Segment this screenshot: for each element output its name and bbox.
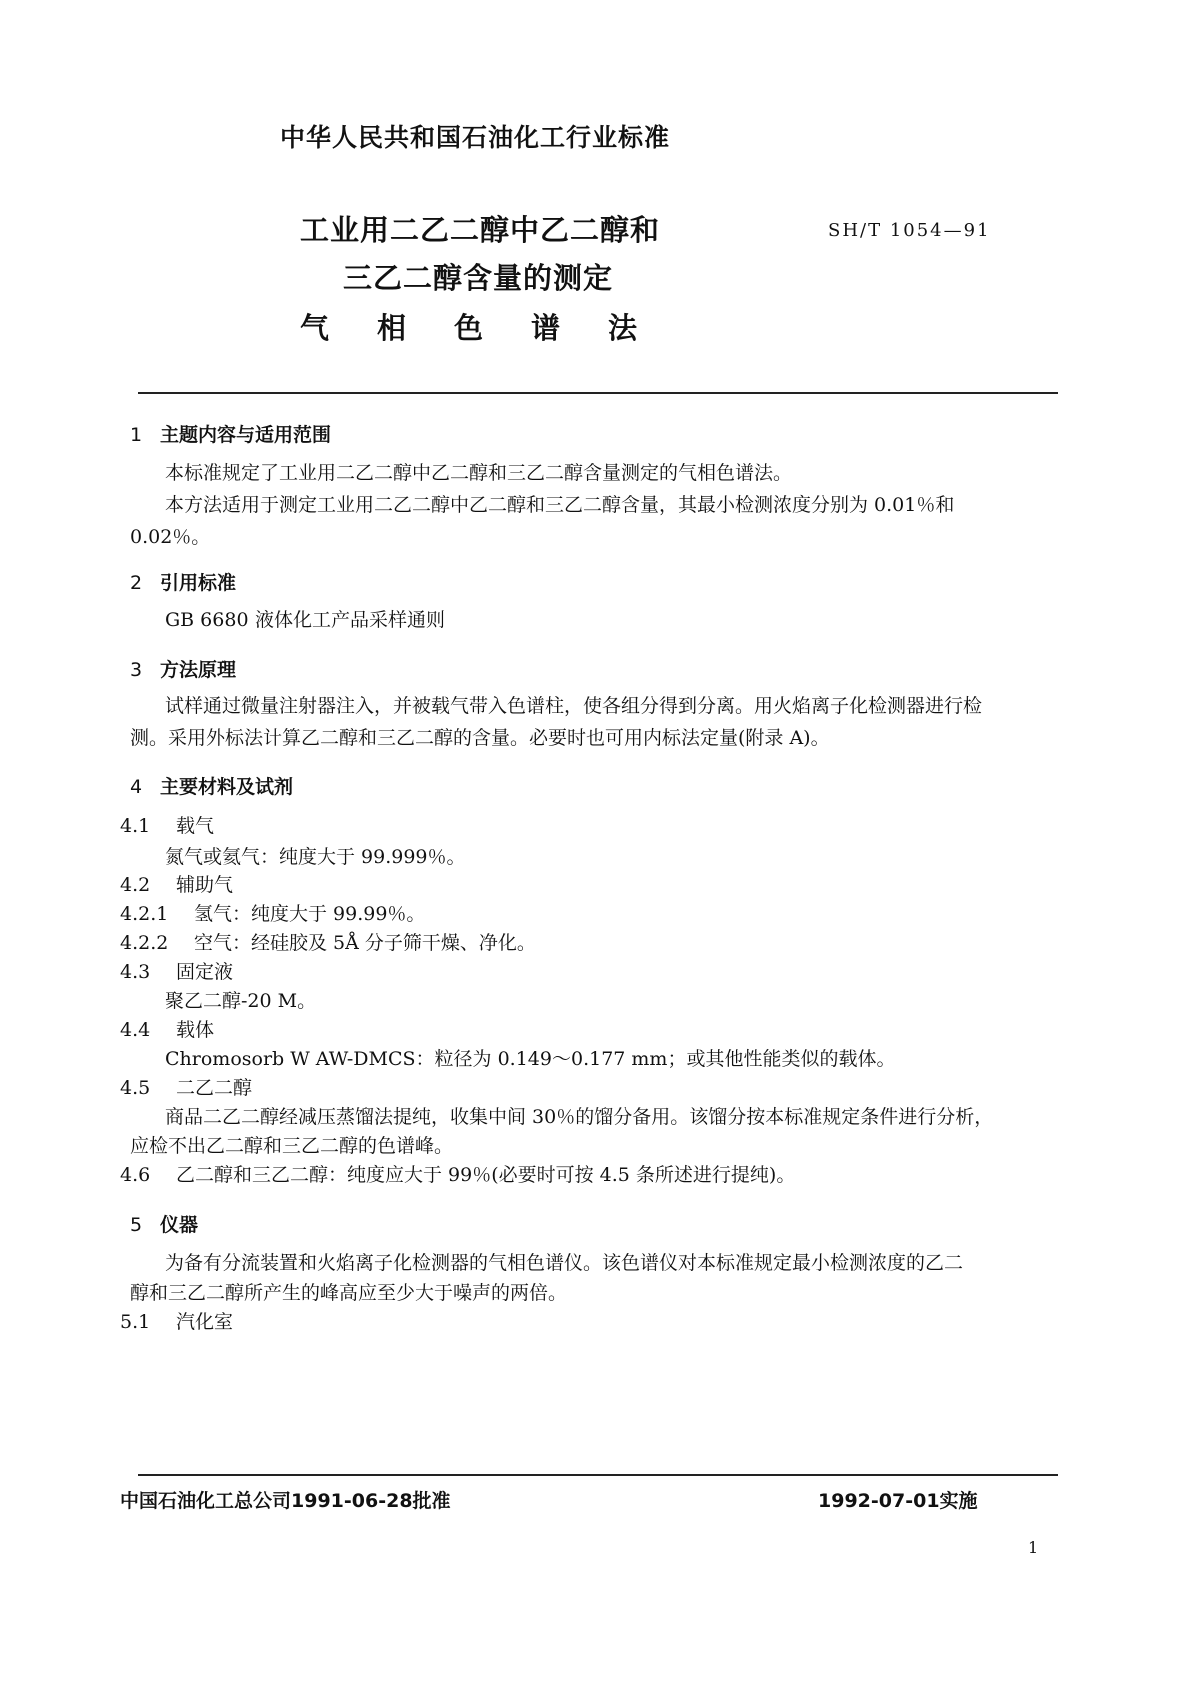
s1-paragraph-1: 本标准规定了工业用二乙二醇中乙二醇和三乙二醇含量测定的气相色谱法。 (165, 462, 793, 484)
section-3-heading (130, 655, 236, 682)
item-number: 4.2 (120, 874, 151, 896)
item-5-1 (120, 1313, 233, 1332)
section-title: 主题内容与适用范围 (160, 424, 332, 446)
s5-paragraph-line-2: 醇和三乙二醇所产生的峰高应至少大于噪声的两倍。 (130, 1282, 568, 1304)
page-number: 1 (1028, 1538, 1039, 1557)
section-number: 1 (130, 424, 143, 446)
item-number: 4.5 (120, 1077, 151, 1099)
item-text: 乙二醇和三乙二醇：纯度应大于 99％(必要时可按 4.5 条所述进行提纯)。 (176, 1164, 796, 1186)
reference-standard (165, 611, 445, 630)
item-number: 4.6 (120, 1164, 151, 1186)
title-line-3: 气相色谱法 (300, 311, 686, 345)
item-4-4-text: Chromosorb W AW-DMCS：粒径为 0.149～0.177 mm；或其他性能类似的载体。 (165, 1048, 896, 1070)
reference-code: GB 6680 (165, 609, 249, 631)
footer-divider (138, 1474, 1058, 1476)
item-number: 4.1 (120, 815, 151, 837)
item-4-3-text: 聚乙二醇-20 M。 (165, 990, 317, 1012)
item-title: 汽化室 (176, 1311, 234, 1333)
item-4-2-1 (120, 905, 425, 924)
item-4-1-text: 氮气或氦气：纯度大于 99.999％。 (165, 846, 466, 868)
section-4-heading (130, 772, 293, 799)
item-4-5-text-line-1: 商品二乙二醇经减压蒸馏法提纯，收集中间 30％的馏分备用。该馏分按本标准规定条件进行分析， (165, 1106, 994, 1128)
item-title: 二乙二醇 (176, 1077, 253, 1099)
section-title: 引用标准 (160, 572, 237, 594)
item-title: 载气 (176, 815, 215, 837)
effective-date: 1992-07-01实施 (818, 1490, 978, 1512)
issuing-authority: 中华人民共和国石油化工行业标准 (280, 123, 671, 152)
item-4-2-2 (120, 934, 536, 953)
item-4-5 (120, 1079, 252, 1098)
s1-paragraph-2-line-1: 本方法适用于测定工业用二乙二醇中乙二醇和三乙二醇含量，其最小检测浓度分别为 0.01％和 (165, 494, 955, 516)
header-divider (138, 392, 1058, 394)
s5-paragraph-line-1: 为备有分流装置和火焰离子化检测器的气相色谱仪。该色谱仪对本标准规定最小检测浓度的乙二 (165, 1252, 964, 1274)
approval-date: 中国石油化工总公司1991-06-28批准 (120, 1490, 451, 1512)
section-1-heading (130, 420, 331, 447)
section-number: 2 (130, 572, 143, 594)
reference-title: 液体化工产品采样通则 (255, 609, 446, 631)
item-4-1 (120, 817, 214, 836)
title-line-2: 三乙二醇含量的测定 (343, 261, 614, 295)
s3-paragraph-line-1: 试样通过微量注射器注入，并被载气带入色谱柱，使各组分得到分离。用火焰离子化检测器进行检 (165, 695, 983, 717)
section-number: 4 (130, 776, 143, 798)
item-4-6 (120, 1166, 795, 1185)
standard-code: SH/T 1054—91 (828, 220, 991, 241)
item-4-5-text-line-2: 应检不出乙二醇和三乙二醇的色谱峰。 (130, 1135, 454, 1157)
item-text: 空气：经硅胶及 5Å 分子筛干燥、净化。 (194, 932, 536, 954)
item-4-2 (120, 876, 233, 895)
item-number: 4.4 (120, 1019, 151, 1041)
section-5-heading (130, 1210, 198, 1237)
section-title: 仪器 (160, 1214, 199, 1236)
item-number: 4.3 (120, 961, 151, 983)
section-title: 主要材料及试剂 (160, 776, 294, 798)
s1-paragraph-2-line-2: 0.02％。 (130, 526, 211, 548)
item-text: 氢气：纯度大于 99.99％。 (194, 903, 426, 925)
s3-paragraph-line-2: 测。采用外标法计算乙二醇和三乙二醇的含量。必要时也可用内标法定量(附录 A)。 (130, 727, 830, 749)
item-number: 5.1 (120, 1311, 151, 1333)
item-title: 辅助气 (176, 874, 234, 896)
section-title: 方法原理 (160, 659, 237, 681)
section-2-heading (130, 568, 236, 595)
section-number: 5 (130, 1214, 143, 1236)
item-title: 载体 (176, 1019, 215, 1041)
item-number: 4.2.1 (120, 903, 169, 925)
section-number: 3 (130, 659, 143, 681)
item-number: 4.2.2 (120, 932, 169, 954)
item-4-4 (120, 1021, 214, 1040)
title-line-1: 工业用二乙二醇中乙二醇和 (300, 213, 661, 247)
item-4-3 (120, 963, 233, 982)
item-title: 固定液 (176, 961, 234, 983)
